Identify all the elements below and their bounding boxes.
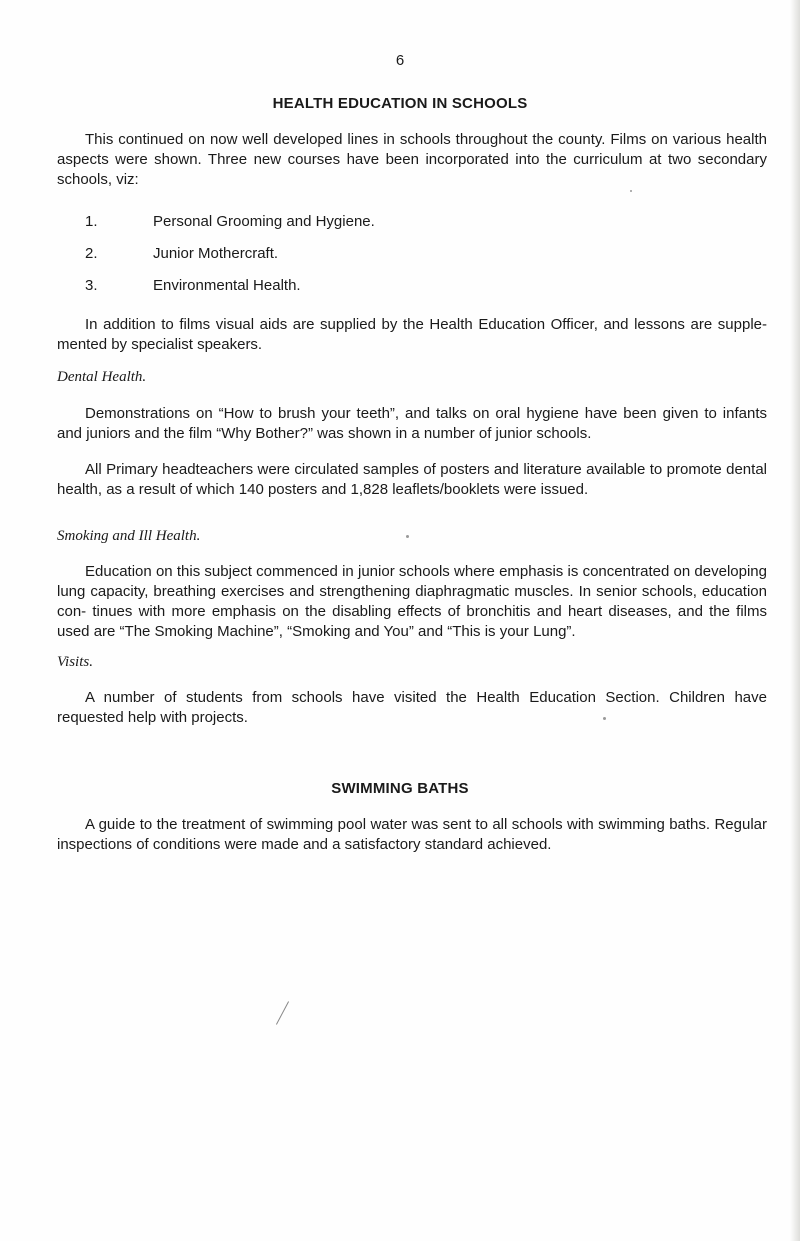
swimming-paragraph: A guide to the treatment of swimming pool water was sent to all schools with swimming baths. Regular inspections of conditions were made and a satisfactory standard achieved. [57, 816, 767, 853]
paper-speck [406, 535, 409, 538]
list-item-number: 3. [85, 277, 98, 294]
page-number: 6 [395, 52, 405, 69]
addition-paragraph: In addition to films visual aids are supplied by the Health Education Officer, and lessons are supple- mented by specialist speakers. [57, 316, 767, 353]
dental-paragraph-1: Demonstrations on “How to brush your teeth”, and talks on oral hygiene have been given to infants and juniors and the film “Why Bother?” was shown in a number of junior schools. [57, 405, 767, 442]
section-heading-health-education: HEALTH EDUCATION IN SCHOOLS [272, 95, 528, 112]
section-heading-swimming: SWIMMING BATHS [331, 780, 469, 797]
intro-paragraph: This continued on now well developed lines in schools throughout the county. Films on various health aspects were shown. Three new courses have been incorporated into the curriculum at two secondary schools, viz: [57, 131, 767, 188]
page-edge-shadow [790, 0, 800, 1241]
pen-mark [276, 1001, 289, 1024]
list-item-text: Junior Mothercraft. [153, 245, 279, 262]
smoking-paragraph: Education on this subject commenced in junior schools where emphasis is concentrated on developing lung capacity, breathing exercises and strengthening diaphragmatic muscles. In senior schools, education con- tinues with more emphasis on the disabling effects of bronchitis and heart diseases, and the films used are “The Smoking Machine”, “Smoking and You” and “This is your Lung”. [57, 563, 767, 640]
list-item-text: Personal Grooming and Hygiene. [153, 213, 375, 230]
subhead-dental-health: Dental Health. [57, 369, 147, 385]
list-item-text: Environmental Health. [153, 277, 301, 294]
dental-paragraph-2: All Primary headteachers were circulated samples of posters and literature available to promote dental health, as a result of which 140 posters and 1,828 leaflets/booklets were issued. [57, 461, 767, 498]
list-item-number: 2. [85, 245, 98, 262]
list-item-number: 1. [85, 213, 98, 230]
subhead-smoking: Smoking and Ill Health. [57, 528, 201, 544]
paper-speck [630, 190, 632, 192]
subhead-visits: Visits. [57, 654, 93, 670]
paper-speck [603, 717, 606, 720]
visits-paragraph: A number of students from schools have visited the Health Education Section. Children have requested help with projects. [57, 689, 767, 726]
